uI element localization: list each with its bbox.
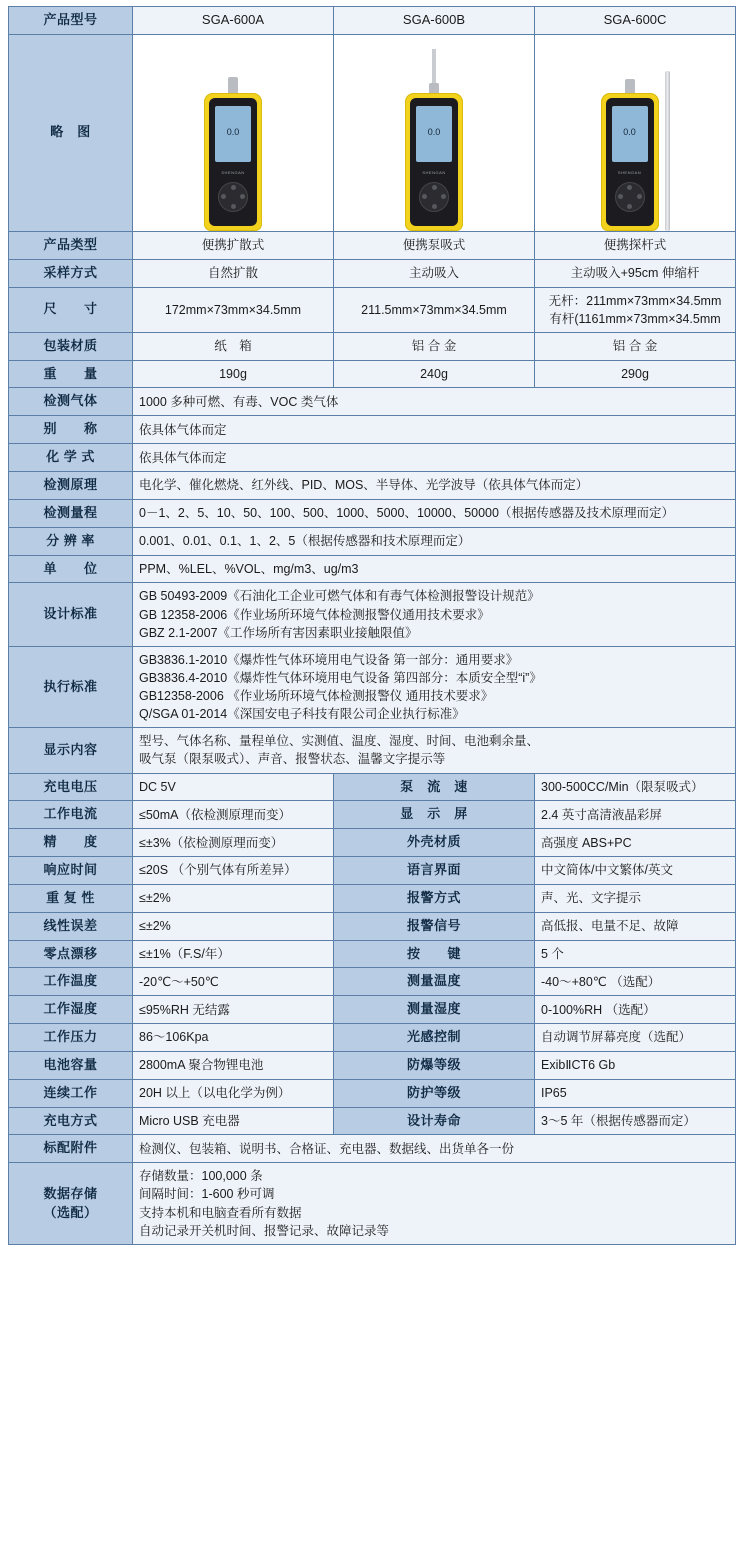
row-value: GB 50493-2009《石油化工企业可燃气体和有毒气体检测报警设计规范》 GB 12358-2006《作业场所环境气体检测报警仪通用技术要求》 GBZ 2.1-2007《工作场所有害因素职业接触限值》	[133, 583, 736, 646]
row-label-left: 电池容量	[9, 1051, 133, 1079]
device-illustration	[405, 49, 463, 231]
table-row	[9, 332, 736, 360]
table-row	[9, 1107, 736, 1135]
row-label-right: 测量温度	[334, 968, 535, 996]
table-row	[9, 388, 736, 416]
table-row	[9, 884, 736, 912]
table-row	[9, 1051, 736, 1079]
row-value: 1000 多种可燃、有毒、VOC 类气体	[133, 388, 736, 416]
cell-0: 纸 箱	[133, 332, 334, 360]
cell-2: 铝 合 金	[535, 332, 736, 360]
device-brand: SHENGAN	[221, 169, 245, 175]
row-label-left: 重 复 性	[9, 884, 133, 912]
table-row	[9, 646, 736, 728]
row-label: 重 量	[9, 360, 133, 388]
table-row	[9, 1163, 736, 1245]
row-label: 检测量程	[9, 499, 133, 527]
device-brand: SHENGAN	[422, 169, 446, 175]
row-label: 包装材质	[9, 332, 133, 360]
device-cell-0	[133, 34, 334, 231]
row-value-right: -40～+80℃ （选配）	[535, 968, 736, 996]
row-label: 执行标准	[9, 646, 133, 728]
row-label-left: 工作电流	[9, 801, 133, 829]
row-label: 尺 寸	[9, 287, 133, 332]
table-row	[9, 527, 736, 555]
row-value-left: ≤±1%（F.S/年）	[133, 940, 334, 968]
cell-1: 主动吸入	[334, 259, 535, 287]
row-value-right: IP65	[535, 1079, 736, 1107]
device-cell-1	[334, 34, 535, 231]
row-value-left: 2800mA 聚合物锂电池	[133, 1051, 334, 1079]
table-row	[9, 231, 736, 259]
row-value-left: 86～106Kpa	[133, 1024, 334, 1052]
table-row	[9, 912, 736, 940]
device-illustration	[204, 77, 262, 231]
table-row	[9, 968, 736, 996]
row-value: 电化学、催化燃烧、红外线、PID、MOS、半导体、光学波导（依具体气体而定）	[133, 472, 736, 500]
row-label: 标配附件	[9, 1135, 133, 1163]
row-label-right: 语言界面	[334, 857, 535, 885]
device-cell-2	[535, 34, 736, 231]
device-reading: 0.0	[623, 126, 636, 137]
row-label-right: 报警信号	[334, 912, 535, 940]
row-value-left: ≤±2%	[133, 884, 334, 912]
device-reading: 0.0	[226, 126, 240, 137]
specification-table	[8, 6, 736, 1245]
row-label-right: 测量湿度	[334, 996, 535, 1024]
table-row	[9, 996, 736, 1024]
model-name-1: SGA-600B	[334, 7, 535, 35]
row-value: 存储数量：100,000 条 间隔时间：1-600 秒可调 支持本机和电脑查看所有数据 自动记录开关机时间、报警记录、故障记录等	[133, 1163, 736, 1245]
table-row	[9, 555, 736, 583]
row-label: 数据存储 （选配）	[9, 1163, 133, 1245]
device-illustration	[601, 79, 659, 231]
row-label-left: 工作温度	[9, 968, 133, 996]
row-label-right: 按 键	[334, 940, 535, 968]
cell-2: 无杆：211mm×73mm×34.5mm 有杆(1161mm×73mm×34.5mm	[535, 287, 736, 332]
row-label: 显示内容	[9, 728, 133, 773]
row-label-right: 设计寿命	[334, 1107, 535, 1135]
keypad-icon	[615, 182, 645, 212]
device-screen	[612, 106, 648, 162]
cell-0: 190g	[133, 360, 334, 388]
cell-0: 172mm×73mm×34.5mm	[133, 287, 334, 332]
row-value-left: ≤±2%	[133, 912, 334, 940]
row-label: 单 位	[9, 555, 133, 583]
cell-1: 211.5mm×73mm×34.5mm	[334, 287, 535, 332]
table-row	[9, 1135, 736, 1163]
row-value-left: 20H 以上（以电化学为例）	[133, 1079, 334, 1107]
row-value: PPM、%LEL、%VOL、mg/m3、ug/m3	[133, 555, 736, 583]
row-value-right: 300-500CC/Min（限泵吸式）	[535, 773, 736, 801]
row-value-left: ≤95%RH 无结露	[133, 996, 334, 1024]
row-value: 依具体气体而定	[133, 444, 736, 472]
cell-0: 便携扩散式	[133, 231, 334, 259]
row-label: 产品类型	[9, 231, 133, 259]
row-label-right: 防爆等级	[334, 1051, 535, 1079]
table-row	[9, 472, 736, 500]
cell-1: 铝 合 金	[334, 332, 535, 360]
row-label-left: 充电方式	[9, 1107, 133, 1135]
cell-1: 240g	[334, 360, 535, 388]
model-name-2: SGA-600C	[535, 7, 736, 35]
row-value-right: 2.4 英寸高清液晶彩屏	[535, 801, 736, 829]
device-brand: SHENGAN	[617, 169, 642, 175]
row-label: 别 称	[9, 416, 133, 444]
table-row	[9, 940, 736, 968]
row-label-right: 外壳材质	[334, 829, 535, 857]
table-row	[9, 801, 736, 829]
row-label-right: 泵 流 速	[334, 773, 535, 801]
cell-2: 主动吸入+95cm 伸缩杆	[535, 259, 736, 287]
keypad-icon	[419, 182, 449, 212]
row-value: 0－1、2、5、10、50、100、500、1000、5000、10000、50000（根据传感器及技术原理而定）	[133, 499, 736, 527]
row-value-right: 3～5 年（根据传感器而定）	[535, 1107, 736, 1135]
row-label: 化 学 式	[9, 444, 133, 472]
table-row	[9, 499, 736, 527]
table-row	[9, 1024, 736, 1052]
model-row	[9, 7, 736, 35]
device-screen	[215, 106, 251, 162]
row-value-right: 高低报、电量不足、故障	[535, 912, 736, 940]
row-value-right: ExibⅡCT6 Gb	[535, 1051, 736, 1079]
row-label: 分 辨 率	[9, 527, 133, 555]
table-row	[9, 1079, 736, 1107]
row-label: 略 图	[9, 34, 133, 231]
row-value: 依具体气体而定	[133, 416, 736, 444]
table-row	[9, 829, 736, 857]
row-value-left: ≤20S （个别气体有所差异）	[133, 857, 334, 885]
row-value: 检测仪、包装箱、说明书、合格证、充电器、数据线、出货单各一份	[133, 1135, 736, 1163]
row-value-right: 自动调节屏幕亮度（选配）	[535, 1024, 736, 1052]
row-label-left: 响应时间	[9, 857, 133, 885]
table-row	[9, 287, 736, 332]
row-value-left: Micro USB 充电器	[133, 1107, 334, 1135]
row-value-left: ≤±3%（依检测原理而变）	[133, 829, 334, 857]
device-screen	[416, 106, 452, 162]
table-row	[9, 583, 736, 646]
row-value-left: -20℃～+50℃	[133, 968, 334, 996]
cell-2: 便携探杆式	[535, 231, 736, 259]
row-label: 设计标准	[9, 583, 133, 646]
row-label-left: 精 度	[9, 829, 133, 857]
cell-0: 自然扩散	[133, 259, 334, 287]
row-label-left: 零点漂移	[9, 940, 133, 968]
row-label-right: 光感控制	[334, 1024, 535, 1052]
row-label-left: 连续工作	[9, 1079, 133, 1107]
row-label-left: 工作湿度	[9, 996, 133, 1024]
row-value-right: 高强度 ABS+PC	[535, 829, 736, 857]
cell-2: 290g	[535, 360, 736, 388]
row-label: 产品型号	[9, 7, 133, 35]
keypad-icon	[218, 182, 248, 212]
row-label-left: 工作压力	[9, 1024, 133, 1052]
table-row	[9, 857, 736, 885]
table-row	[9, 773, 736, 801]
row-label: 采样方式	[9, 259, 133, 287]
row-value: 型号、气体名称、量程单位、实测值、温度、湿度、时间、电池剩余量、 吸气泵（限泵吸式）、声音、报警状态、温馨文字提示等	[133, 728, 736, 773]
row-label-right: 报警方式	[334, 884, 535, 912]
row-value: 0.001、0.01、0.1、1、2、5（根据传感器和技术原理而定）	[133, 527, 736, 555]
table-row	[9, 360, 736, 388]
table-row	[9, 728, 736, 773]
row-value: GB3836.1-2010《爆炸性气体环境用电气设备 第一部分：通用要求》 GB3836.4-2010《爆炸性气体环境用电气设备 第四部分：本质安全型“i”》 GB12358-2006 《作业场所环境气体检测报警仪 通用技术要求》 Q/SGA 01-2014《深国安电子科技有限公司企业执行标准》	[133, 646, 736, 728]
row-label-right: 防护等级	[334, 1079, 535, 1107]
row-value-left: DC 5V	[133, 773, 334, 801]
illustration-row	[9, 34, 736, 231]
row-label-right: 显 示 屏	[334, 801, 535, 829]
row-label-left: 线性误差	[9, 912, 133, 940]
device-reading: 0.0	[427, 126, 441, 137]
row-value-left: ≤50mA（依检测原理而变）	[133, 801, 334, 829]
row-value-right: 5 个	[535, 940, 736, 968]
table-row	[9, 259, 736, 287]
table-row	[9, 416, 736, 444]
model-name-0: SGA-600A	[133, 7, 334, 35]
row-value-right: 中文简体/中文繁体/英文	[535, 857, 736, 885]
row-label: 检测原理	[9, 472, 133, 500]
row-value-right: 0-100%RH （选配）	[535, 996, 736, 1024]
row-value-right: 声、光、文字提示	[535, 884, 736, 912]
table-row	[9, 444, 736, 472]
row-label-left: 充电电压	[9, 773, 133, 801]
cell-1: 便携泵吸式	[334, 231, 535, 259]
row-label: 检测气体	[9, 388, 133, 416]
